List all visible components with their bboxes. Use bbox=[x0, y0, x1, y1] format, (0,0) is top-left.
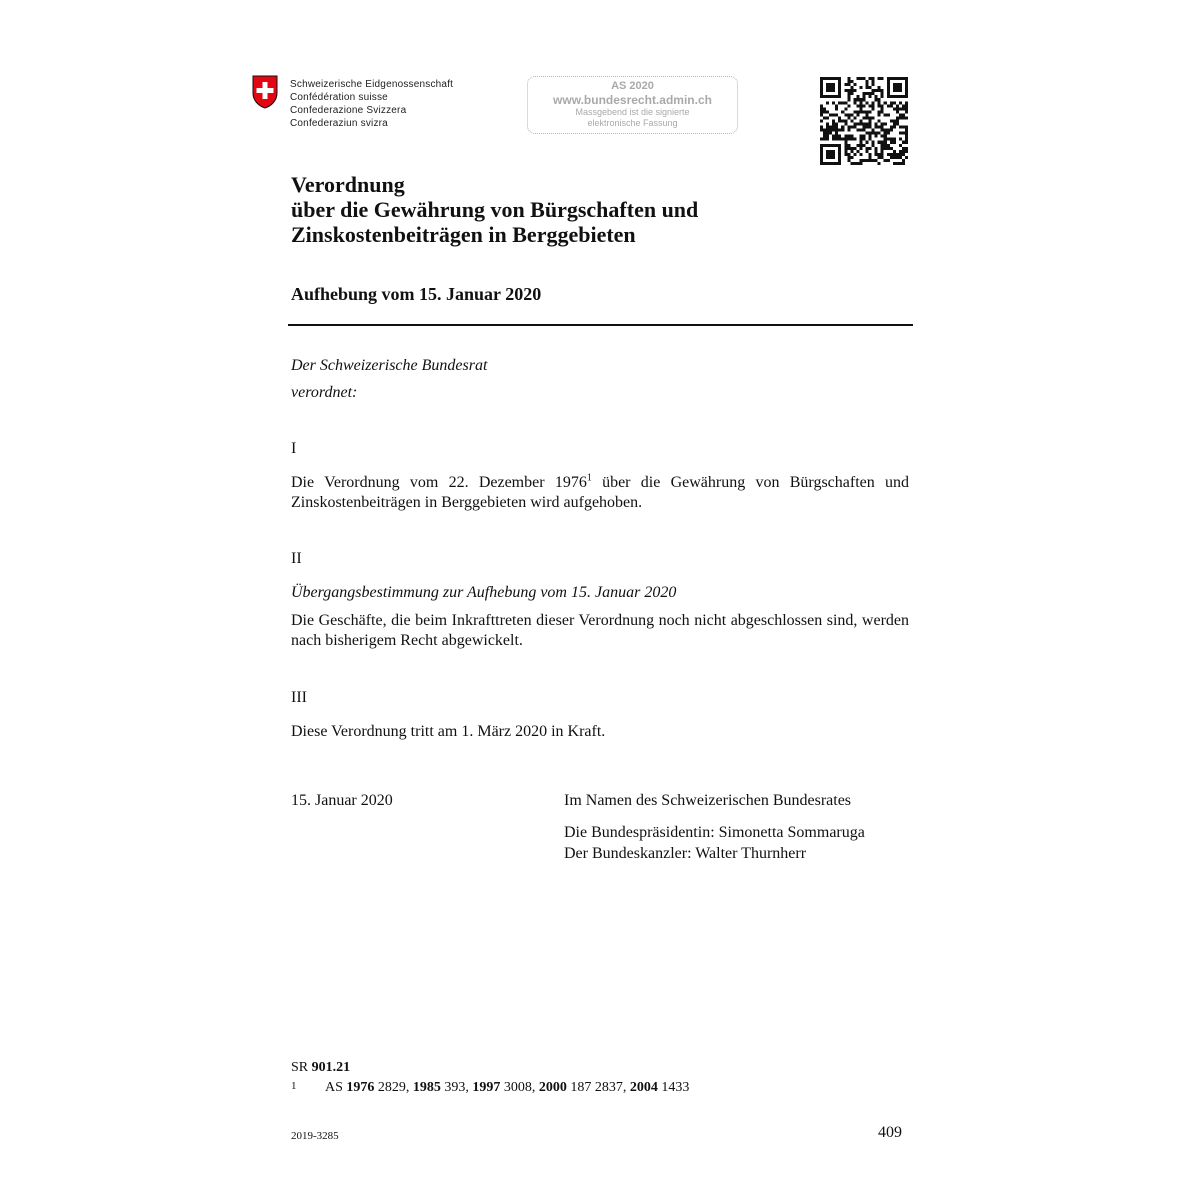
footnote-pages-2000: 187 2837, bbox=[566, 1080, 630, 1095]
signature-on-behalf: Im Namen des Schweizerischen Bundesrates bbox=[564, 792, 852, 809]
ordinance-title bbox=[291, 172, 698, 247]
section-1-text bbox=[291, 473, 909, 513]
stamp-website: www.bundesrecht.admin.ch bbox=[553, 93, 712, 107]
footnote-pages-2004: 1433 bbox=[657, 1080, 690, 1095]
swiss-coat-of-arms bbox=[252, 75, 278, 109]
title-line-3: Zinskostenbeiträgen in Berggebieten bbox=[291, 222, 636, 247]
signature-date: 15. Januar 2020 bbox=[291, 792, 393, 809]
qr-code-icon bbox=[820, 77, 908, 165]
footnote-reference[interactable]: 1 bbox=[586, 472, 592, 484]
footnote-year-1985: 1985 bbox=[412, 1080, 441, 1095]
sr-prefix: SR bbox=[291, 1060, 312, 1075]
signature-president: Die Bundespräsidentin: Simonetta Sommaruga bbox=[564, 824, 865, 841]
stamp-collection: AS 2020 bbox=[611, 80, 654, 92]
repeal-date-heading: Aufhebung vom 15. Januar 2020 bbox=[291, 284, 542, 304]
confederation-name-rm: Confederaziun svizra bbox=[290, 118, 388, 129]
footnote-year-1976: 1976 bbox=[346, 1080, 375, 1095]
section-numeral-2: II bbox=[291, 550, 302, 567]
footnote-year-1997: 1997 bbox=[472, 1080, 501, 1095]
title-line-1: Verordnung bbox=[291, 172, 405, 197]
footnote-year-2000: 2000 bbox=[538, 1080, 567, 1095]
title-divider bbox=[288, 324, 913, 326]
page-number: 409 bbox=[878, 1124, 902, 1141]
section-3-text: Diese Verordnung tritt am 1. März 2020 in Kraft. bbox=[291, 723, 606, 740]
swiss-cross-icon bbox=[252, 75, 278, 109]
confederation-name-fr: Confédération suisse bbox=[290, 92, 388, 103]
section-numeral-1: I bbox=[291, 440, 297, 457]
confederation-names bbox=[290, 78, 453, 130]
signature-chancellor: Der Bundeskanzler: Walter Thurnherr bbox=[564, 845, 807, 862]
document-number: 2019-3285 bbox=[291, 1130, 339, 1142]
footnote-prefix: AS bbox=[325, 1080, 347, 1095]
section-1-text-start: Die Verordnung vom 22. Dezember 1976 bbox=[291, 474, 587, 491]
title-line-2: über die Gewährung von Bürgschaften und bbox=[291, 197, 699, 222]
systematic-collection-number bbox=[291, 1059, 350, 1077]
stamp-note-1: Massgebend ist die signierte bbox=[575, 107, 690, 117]
qr-code bbox=[820, 77, 908, 165]
sr-number: 901.21 bbox=[311, 1060, 351, 1075]
stamp-note-2: elektronische Fassung bbox=[587, 118, 678, 128]
footnote-pages-1997: 3008, bbox=[500, 1080, 539, 1095]
section-numeral-3: III bbox=[291, 689, 307, 706]
section-2-text: Die Geschäfte, die beim Inkrafttreten dieser Verordnung noch nicht abgeschlossen sind, werden nach bisherigem Recht abgewickelt. bbox=[291, 612, 909, 649]
preamble-verb: verordnet: bbox=[291, 384, 358, 401]
footnote-year-2004: 2004 bbox=[629, 1080, 658, 1095]
footnote bbox=[291, 1079, 689, 1097]
transitional-provision-heading: Übergangsbestimmung zur Aufhebung vom 15. Januar 2020 bbox=[291, 584, 677, 601]
section-1-text-end: über die Gewährung von Bürgschaften und Zinskostenbeiträgen in Berggebieten wird aufgehoben. bbox=[291, 474, 910, 511]
preamble-authority: Der Schweizerische Bundesrat bbox=[291, 357, 488, 374]
footnote-number: 1 bbox=[291, 1080, 297, 1092]
official-publication-stamp bbox=[527, 76, 738, 134]
footnote-pages-1985: 393, bbox=[440, 1080, 473, 1095]
footnote-pages-1976: 2829, bbox=[374, 1080, 413, 1095]
confederation-name-de: Schweizerische Eidgenossenschaft bbox=[290, 79, 454, 90]
confederation-name-it: Confederazione Svizzera bbox=[290, 105, 407, 116]
